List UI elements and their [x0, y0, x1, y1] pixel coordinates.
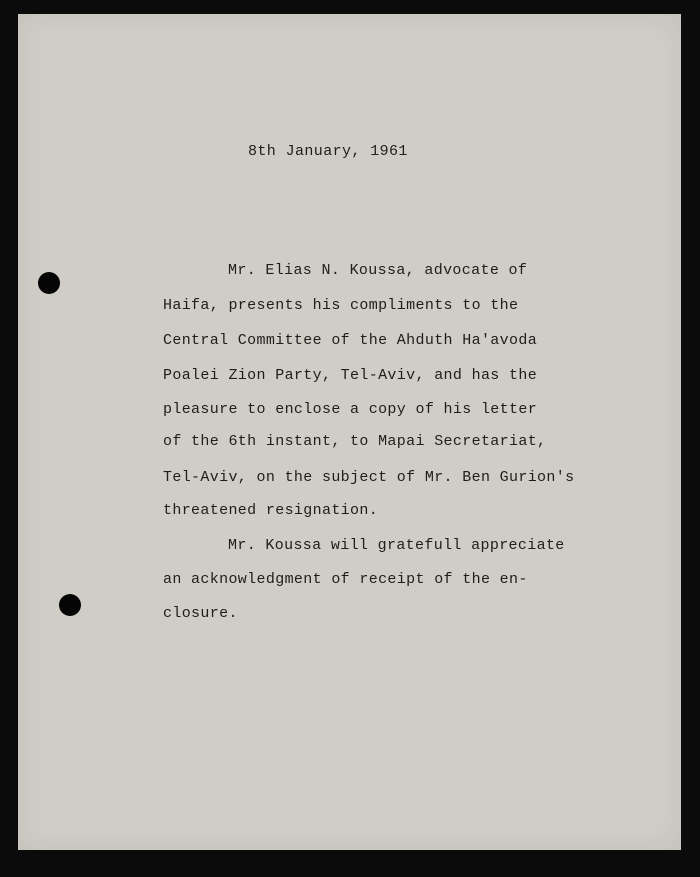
punch-hole-top — [38, 272, 60, 294]
paragraph-2-line: an acknowledgment of receipt of the en- — [163, 571, 528, 588]
paragraph-2-line: Mr. Koussa will gratefull appreciate — [228, 537, 565, 554]
paragraph-1-line: Tel-Aviv, on the subject of Mr. Ben Gurion's — [163, 469, 575, 486]
paragraph-1-line: Mr. Elias N. Koussa, advocate of — [228, 262, 528, 279]
paragraph-1-line: threatened resignation. — [163, 502, 379, 519]
paragraph-1-line: pleasure to enclose a copy of his letter — [163, 401, 538, 418]
paragraph-1-line: Haifa, presents his compliments to the — [163, 297, 519, 314]
punch-hole-bottom — [59, 594, 81, 616]
letter-date: 8th January, 1961 — [248, 143, 408, 160]
paragraph-1-line: Central Committee of the Ahduth Ha'avoda — [163, 332, 538, 349]
paragraph-1-line: of the 6th instant, to Mapai Secretariat, — [163, 433, 547, 450]
paragraph-1-line: Poalei Zion Party, Tel-Aviv, and has the — [163, 367, 538, 384]
paragraph-2-line: closure. — [163, 605, 238, 622]
